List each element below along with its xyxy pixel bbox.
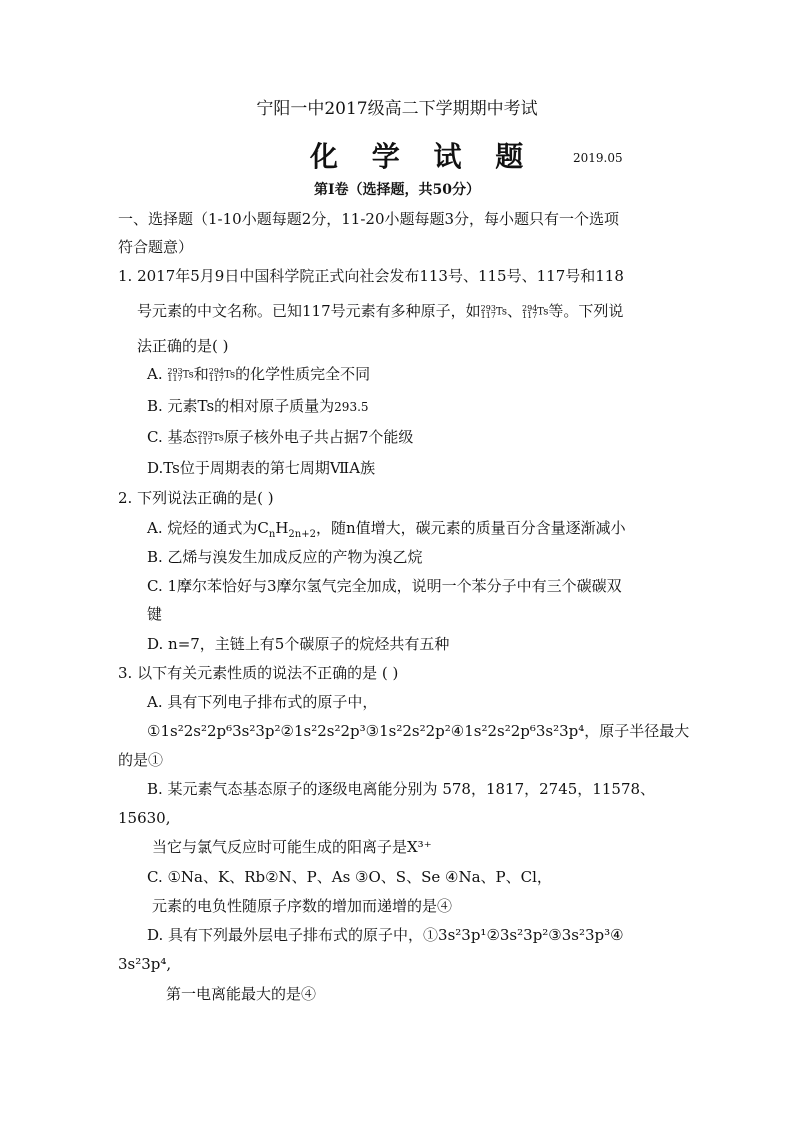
q1-option-a [147,364,370,384]
school-exam-title: 宁阳一中2017级高二下学期期中考试 [256,99,538,119]
q3-option-c-line1: C. ①Na、K、Rb②N、P、As ③O、S、Se ④Na、P、Cl， [147,868,552,886]
section-heading-line1: 一、选择题（1-10小题每题2分，11-20小题每题3分，每小题只有一个选项 [118,210,620,228]
q1-stem-line3: 法正确的是( ) [137,337,229,355]
q2-stem: 2. 下列说法正确的是( ) [118,489,274,507]
option-b-text: B. 元素Ts的相对原子质量为 [147,397,335,415]
q1-stem-text-a: 号元素的中文名称。已知117号元素有多种原子，如 [137,302,481,320]
q1-stem-line2 [137,301,623,321]
q3-option-b-line1: B. 某元素气态基态原子的逐级电离能分别为 578，1817，2745，11578、 [147,780,656,798]
iso-number: 117 [522,311,538,320]
isotope-separator: 、 [507,302,523,320]
option-a-text-c: ，随n值增大，碳元素的质量百分含量逐渐减小 [315,519,626,537]
q3-option-a-line3: 的是① [118,751,164,769]
iso-symbol: Ts [212,432,224,444]
iso-symbol: Ts [182,369,194,381]
q1-option-b [147,396,369,417]
iso-number: 117 [167,374,183,383]
q3-option-d-line2: 3s²3p⁴, [118,955,172,973]
option-c-label: C. 基态 [147,428,198,446]
q3-option-b-line3: 当它与氯气反应时可能生成的阳离子是X³⁺ [152,838,432,856]
isotope-ts-293 [481,305,507,319]
iso-symbol: Ts [224,369,236,381]
subscript-n: n [268,529,276,540]
option-a-label: A. [147,365,168,383]
isotope-ts-293 [197,431,223,445]
iso-mass: 294 [208,367,225,376]
subject-title: 化 学 试 题 [310,140,536,173]
isotope-ts-294 [209,368,235,382]
q3-option-a-line2: ①1s²2s²2p⁶3s²3p²②1s²2s²2p³③1s²2s²2p²④1s²2s²2p⁶3s²3p⁴，原子半径最大 [147,722,690,740]
option-a-text-a: A. 烷烃的通式为C [147,519,269,537]
q1-option-c [147,427,413,447]
q1-stem-text-b: 等。下列说 [548,302,624,320]
q3-option-a-line1: A. 具有下列电子排布式的原子中， [147,693,378,711]
option-b-value: 293.5 [334,400,369,414]
option-c-text: 原子核外电子共占据7个能级 [223,428,414,446]
subscript-2n2: 2n+2 [288,529,316,540]
q1-stem-line1: 1. 2017年5月9日中国科学院正式向社会发布113号、115号、117号和118 [118,267,624,285]
q3-option-b-line2: 15630, [118,809,171,827]
q1-option-d: D.Ts位于周期表的第七周期ⅦA族 [147,459,376,477]
q3-option-c-line2: 元素的电负性随原子序数的增加而递增的是④ [152,897,453,915]
q2-option-d: D. n=7，主链上有5个碳原子的烷烃共有五种 [147,635,450,653]
q2-option-c-line2: 键 [147,605,163,623]
iso-symbol: Ts [495,306,507,318]
iso-mass: 294 [522,304,538,313]
iso-mass: 293 [480,304,496,313]
iso-number: 117 [197,437,213,446]
q2-option-b: B. 乙烯与溴发生加成反应的产物为溴乙烷 [147,548,423,566]
iso-mass: 293 [197,430,213,439]
iso-symbol: Ts [537,306,549,318]
option-a-text-h: H [275,519,289,537]
option-a-text-and: 和 [193,365,209,383]
isotope-ts-294 [522,305,548,319]
iso-mass: 293 [167,367,183,376]
iso-number: 117 [480,311,496,320]
section-heading-line2: 符合题意） [118,238,194,256]
q2-option-a [147,518,626,538]
iso-number: 117 [208,374,225,383]
volume-heading: 第Ⅰ卷（选择题，共50分） [313,182,481,198]
q2-option-c-line1: C. 1摩尔苯恰好与3摩尔氢气完全加成，说明一个苯分子中有三个碳碳双 [147,577,622,595]
option-a-text: 的化学性质完全不同 [235,365,371,383]
q3-option-d-line3: 第一电离能最大的是④ [166,985,317,1003]
q3-option-d-line1: D. 具有下列最外层电子排布式的原子中，①3s²3p¹②3s²3p²③3s²3p³④ [147,926,624,944]
q3-stem: 3. 以下有关元素性质的说法不正确的是 ( ) [118,664,399,682]
isotope-ts-293 [167,368,193,382]
exam-date: 2019.05 [573,151,623,165]
